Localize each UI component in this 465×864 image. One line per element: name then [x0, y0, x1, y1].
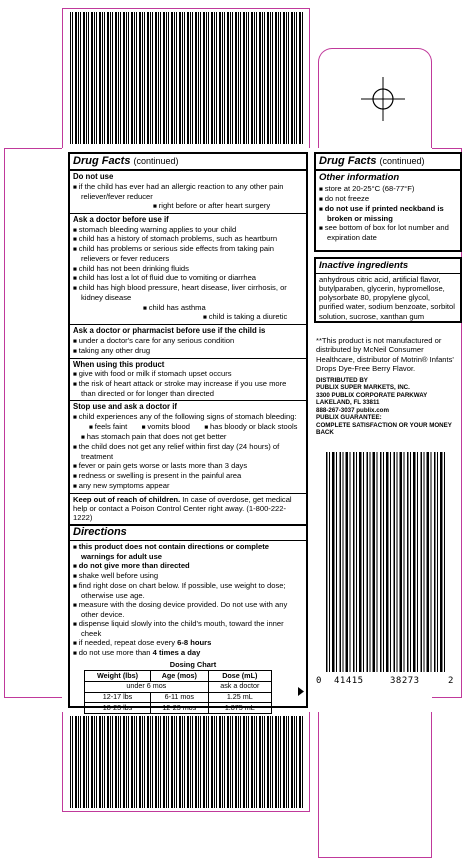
ask-doctor-item: ■ child has high blood pressure, heart disease, liver cirrhosis, or kidney disease [73, 283, 303, 302]
bottom-barcode-strip [70, 716, 304, 808]
other-info-item: ■ store at 20-25°C (68-77°F) [319, 184, 457, 194]
directions-item: ■ find right dose on chart below. If possible, use weight to dose; otherwise use age. [73, 581, 303, 600]
distributor-contact [316, 407, 462, 414]
other-info-item: ■ do not freeze [319, 194, 457, 204]
distributor-name: PUBLIX SUPER MARKETS, INC. [316, 384, 410, 392]
distributor-address: 3300 PUBLIX CORPORATE PARKWAY [316, 391, 428, 399]
ask-pharmacist-section [70, 325, 306, 357]
inactive-ingredients-panel [314, 257, 462, 323]
dosing-cell: 1.25 mL [208, 692, 271, 703]
ask-doctor-item: ■ stomach bleeding warning applies to your child [73, 225, 303, 235]
stop-use-subrow [73, 422, 303, 432]
ask-doctor-item: ■ child has asthma [73, 303, 303, 313]
other-info-item: ■ do not use if printed neckband is broken or missing [319, 204, 457, 223]
do-not-use-section [70, 171, 306, 213]
upc-digit-left: 0 [316, 676, 322, 686]
distributor-phone: 888-267-3037 [316, 406, 355, 414]
drug-facts-panel-left [68, 152, 308, 712]
keep-out-reach-text: In case of overdose, get medical help or contact a Poison Control Center right away. (1-800-222-1222) [73, 494, 292, 523]
dosing-cell: 1.875 mL [208, 703, 271, 714]
dosing-chart-row [85, 692, 272, 703]
drug-facts-title-right: Drug Facts [319, 155, 377, 167]
drug-facts-panel-right [314, 152, 462, 252]
distributor-block [316, 377, 462, 437]
drug-facts-header [70, 154, 306, 169]
stop-use-item: ■ fever or pain gets worse or lasts more than 3 days [73, 461, 303, 471]
dosing-cell: under 6 mos [85, 681, 209, 692]
stop-use-subitem: ■ vomits blood [134, 422, 190, 431]
do-not-use-item: ■ if the child has ever had an allergic reaction to any other pain reliever/fever reducer [73, 182, 303, 201]
dosing-cell: ask a doctor [208, 681, 271, 692]
upc-digit-right: 2 [448, 676, 454, 686]
ask-doctor-item: ■ child is taking a diuretic [73, 312, 303, 322]
when-using-item: ■ give with food or milk if stomach upset occurs [73, 369, 303, 379]
do-not-use-item: ■ right before or after heart surgery [73, 201, 303, 211]
inactive-section [316, 259, 460, 323]
stop-use-title: Stop use and ask a doctor if [73, 402, 177, 412]
stop-use-section [70, 401, 306, 492]
ask-doctor-item: ■ child has problems or serious side effects from taking pain relievers or fever reducers [73, 244, 303, 263]
drug-facts-continued: (continued) [133, 156, 179, 166]
other-info-title: Other information [319, 172, 400, 184]
inactive-title: Inactive ingredients [319, 260, 409, 271]
upc-barcode [326, 452, 446, 672]
when-using-item: ■ the risk of heart attack or stroke may increase if you use more than directed or for longer than directed [73, 379, 303, 398]
dosing-cell: 12-17 lbs [85, 692, 151, 703]
drug-facts-title: Drug Facts [73, 155, 131, 167]
dosing-chart-table [84, 670, 272, 714]
dosing-cell: 18-23 lbs [85, 703, 151, 714]
when-using-section [70, 359, 306, 401]
stop-use-subitem: ■ has stomach pain that does not get better [73, 432, 303, 442]
top-barcode-strip [70, 12, 304, 144]
stop-use-item: ■ redness or swelling is present in the painful area [73, 471, 303, 481]
ask-doctor-item: ■ child has a history of stomach problems, such as heartburn [73, 234, 303, 244]
dosing-header-weight: Weight (lbs) [85, 671, 151, 682]
stop-use-item: ■ any new symptoms appear [73, 481, 303, 491]
stop-use-subitem: ■ has bloody or black stools [196, 422, 297, 431]
directions-section [70, 541, 306, 660]
stop-use-item: ■ the child does not get any relief within first day (24 hours) of treatment [73, 442, 303, 461]
stop-use-item: ■ child experiences any of the following signs of stomach bleeding: [73, 412, 303, 422]
dosing-header-age: Age (mos) [151, 671, 209, 682]
inactive-text: anhydrous citric acid, artificial flavor, butylparaben, glycerin, hypromellose, polysorbate 80, propylene glycol, purified water, sodium benzoate, sorbitol solution, sucrose, xanthan gum [319, 274, 455, 321]
bottom-flap-right [318, 712, 432, 858]
distributor-city: LAKELAND, FL 33811 [316, 399, 380, 407]
registration-mark-icon [360, 76, 406, 122]
keep-out-reach-title: Keep out of reach of children. [73, 494, 181, 504]
ask-pharmacist-item: ■ under a doctor's care for any serious condition [73, 336, 303, 346]
other-info-section [316, 171, 460, 244]
dosing-chart-row [85, 681, 272, 692]
guarantee-text: COMPLETE SATISFACTION OR YOUR MONEY BACK [316, 421, 452, 437]
dosing-chart-title: Dosing Chart [169, 660, 217, 670]
ask-doctor-title: Ask a doctor before use if [73, 215, 169, 224]
directions-item: ■ do not use more than 4 times a day [73, 648, 303, 658]
continue-arrow-icon [298, 687, 304, 696]
drug-facts-continued-right: (continued) [379, 156, 425, 166]
manufacturer-note: **This product is not manufactured or distributed by McNeil Consumer Healthcare, distributor of Motrin® Infants' Drops Dye-Free Berry Flavor. [316, 336, 454, 374]
dosing-chart-header-row [85, 671, 272, 682]
directions-item: ■ if needed, repeat dose every 6-8 hours [73, 638, 303, 648]
upc-digits-2: 38273 [390, 676, 420, 686]
keep-out-reach-section [70, 494, 306, 525]
when-using-title: When using this product [73, 359, 165, 369]
other-info-item: ■ see bottom of box for lot number and expiration date [319, 223, 457, 242]
directions-item: ■ shake well before using [73, 571, 303, 581]
upc-digits-1: 41415 [334, 676, 364, 686]
ask-doctor-item: ■ child has lost a lot of fluid due to vomiting or diarrhea [73, 273, 303, 283]
ask-doctor-item: ■ child has not been drinking fluids [73, 264, 303, 274]
left-side-flap [4, 148, 62, 698]
ask-doctor-section [70, 214, 306, 324]
ask-pharmacist-title: Ask a doctor or pharmacist before use if the child is [73, 326, 266, 336]
drug-facts-header-right [316, 154, 460, 169]
directions-title: Directions [73, 526, 127, 539]
directions-item: ■ dispense liquid slowly into the child's mouth, toward the inner cheek [73, 619, 303, 638]
dosing-chart-row [85, 703, 272, 714]
distributor-website: publix.com [356, 406, 389, 414]
dosing-cell: 6-11 mos [151, 692, 209, 703]
distributor-label: DISTRIBUTED BY [316, 377, 368, 384]
dosing-cell: 12-23 mos [151, 703, 209, 714]
directions-item: ■ measure with the dosing device provided. Do not use with any other device. [73, 600, 303, 619]
directions-item: ■ do not give more than directed [73, 561, 303, 571]
do-not-use-title: Do not use [73, 172, 114, 182]
ask-pharmacist-item: ■ taking any other drug [73, 346, 303, 356]
dosing-header-dose: Dose (mL) [208, 671, 271, 682]
directions-item: ■ this product does not contain directions or complete warnings for adult use [73, 542, 303, 561]
stop-use-subitem: ■ feels faint [81, 422, 127, 431]
guarantee-title: PUBLIX GUARANTEE: [316, 414, 382, 422]
